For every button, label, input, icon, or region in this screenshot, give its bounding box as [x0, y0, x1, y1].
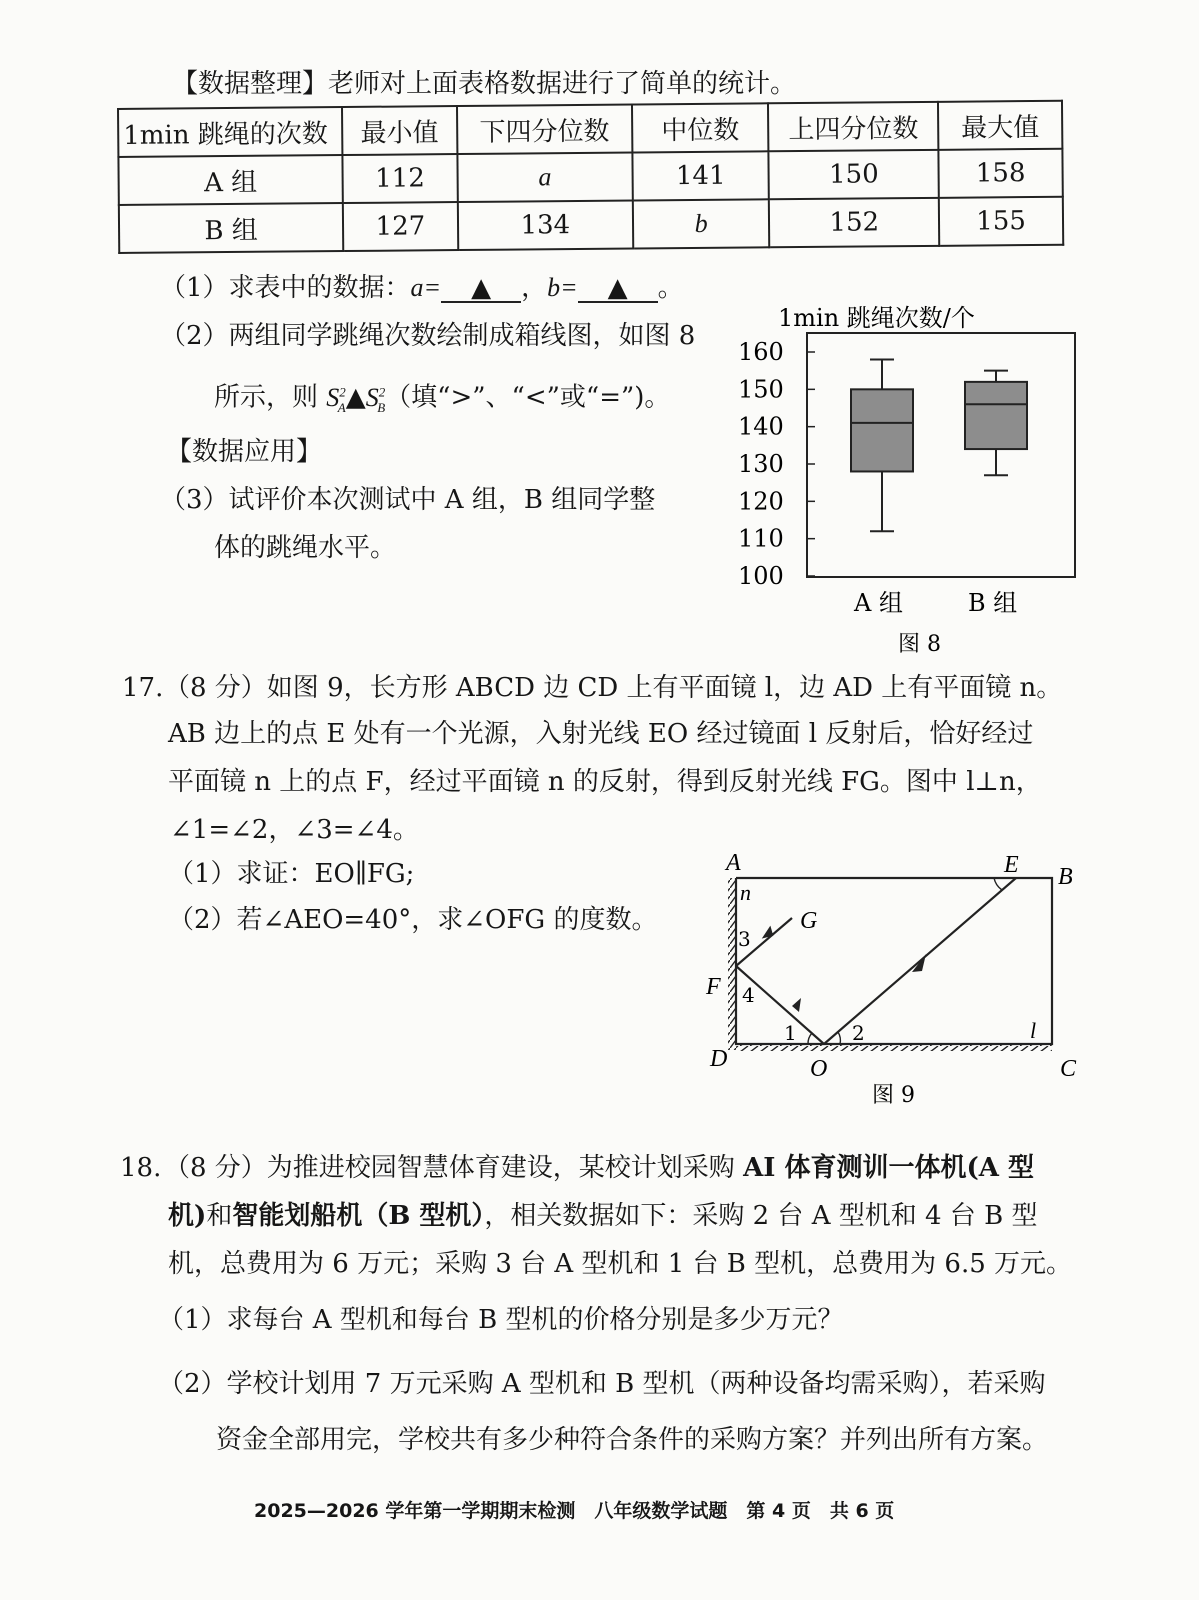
angle-1-label: 1: [784, 1021, 797, 1045]
page-footer: 2025—2026 学年第一学期期末检测 八年级数学试题 第 4 页 共 6 页: [254, 1500, 895, 1522]
question-18-line2: [168, 1200, 1037, 1232]
q18-line1-bold: AI 体育测训一体机(A 型: [743, 1153, 1034, 1183]
question-18-sub2-line2: 资金全部用完，学校共有多少种符合条件的采购方案？并列出所有方案。: [216, 1425, 1049, 1455]
table-header-cell: 最小值: [342, 106, 457, 155]
question-17-sub1: （1）求证：EO∥FG;: [168, 859, 415, 889]
y-tick-label: 120: [738, 487, 784, 516]
table-cell: a: [457, 153, 632, 203]
q1-prefix: （1）求表中的数据：: [160, 273, 411, 303]
table-cell: 127: [343, 202, 458, 251]
table-header-cell: 1min 跳绳的次数: [118, 107, 342, 157]
section-data-application: 【数据应用】: [166, 437, 323, 467]
table-header-cell: 最大值: [938, 101, 1062, 150]
q18-line2-and: 和: [206, 1201, 233, 1231]
question-17-line4: ∠1=∠2，∠3=∠4。: [170, 815, 419, 845]
table-cell: 155: [939, 197, 1063, 246]
question-17-line1: （8 分）如图 9，长方形 ABCD 边 CD 上有平面镜 l，边 AD 上有平面镜 n。: [164, 673, 1063, 703]
arrow-eo-icon: [912, 954, 926, 972]
figure-caption: 图 8: [898, 632, 941, 657]
figure-9-mirror-diagram: [700, 848, 1090, 1108]
table-header-row: [118, 101, 1062, 157]
mirror-n-hatch: [728, 878, 736, 1050]
label-d: D: [710, 1046, 728, 1072]
table-header-cell: 下四分位数: [457, 105, 632, 155]
table-cell: A 组: [118, 155, 342, 205]
table-header-cell: 中位数: [632, 103, 769, 152]
table-cell: 134: [458, 201, 633, 251]
angle-4-label: 4: [742, 983, 755, 1007]
question-18-line1: [164, 1152, 1034, 1184]
angle-3-label: 3: [738, 927, 751, 951]
arrow-fg-icon: [764, 928, 772, 937]
y-tick-label: 110: [738, 524, 784, 553]
plot-frame: [807, 333, 1075, 577]
q1-b-blank: ▲: [578, 275, 658, 303]
x-category-label: B 组: [968, 589, 1018, 617]
table-cell: 150: [769, 150, 939, 199]
question-17-line3: 平面镜 n 上的点 F，经过平面镜 n 的反射，得到反射光线 FG。图中 l⊥n，: [168, 767, 1042, 797]
section-data-organization: 【数据整理】老师对上面表格数据进行了简单的统计。: [172, 69, 797, 99]
label-o: O: [810, 1056, 828, 1082]
table-cell: 141: [632, 151, 769, 200]
label-mirror-n: n: [740, 880, 751, 905]
question-17-number: 17.: [122, 673, 164, 703]
table-header-cell: 上四分位数: [768, 102, 938, 151]
table-row: [118, 149, 1062, 205]
variance-a: $S^2_A$: [326, 382, 346, 415]
q2-blank-mark: ▲: [345, 382, 366, 413]
label-a: A: [726, 850, 741, 876]
label-e: E: [1004, 852, 1019, 878]
chart-title: 1min 跳绳次数/个: [778, 304, 975, 332]
arrow-of-icon: [792, 998, 801, 1012]
y-tick-label: 160: [738, 338, 784, 366]
question-3-line2: 体的跳绳水平。: [214, 533, 397, 563]
y-tick-label: 150: [738, 375, 784, 404]
box-plot-figure-8: [730, 296, 1090, 666]
table-cell: 158: [938, 149, 1062, 198]
question-18-sub2-line1: （2）学校计划用 7 万元采购 A 型机和 B 型机（两种设备均需采购），若采购: [158, 1369, 1046, 1399]
q1-b-label: b=: [547, 273, 578, 302]
label-c: C: [1060, 1056, 1077, 1082]
label-g: G: [800, 908, 818, 934]
table-cell: 152: [769, 198, 939, 247]
variance-b: $S^2_B$: [365, 382, 386, 415]
q1-sep: ，: [521, 273, 548, 303]
y-tick-label: 130: [738, 450, 784, 478]
label-f: F: [706, 974, 721, 1000]
q2-suffix: （填“>”、“<”或“=”)。: [385, 382, 671, 413]
table-cell: B 组: [119, 203, 343, 253]
table-cell: 112: [342, 154, 457, 203]
question-18-line3: 机，总费用为 6 万元；采购 3 台 A 型机和 1 台 B 型机，总费用为 6.5 万元。: [168, 1249, 1073, 1279]
box-iqr: [965, 382, 1027, 449]
figure-caption: 图 9: [872, 1083, 915, 1108]
box-iqr: [851, 389, 913, 471]
angle-2-label: 2: [852, 1021, 865, 1045]
q1-end: 。: [657, 273, 684, 303]
ray-eo: [824, 878, 1016, 1044]
question-17-sub2: （2）若∠AEO=40°，求∠OFG 的度数。: [168, 905, 658, 935]
question-17-line2: AB 边上的点 E 处有一个光源，入射光线 EO 经过镜面 l 反射后，恰好经过: [168, 719, 1034, 749]
q1-a-blank: ▲: [441, 275, 521, 303]
label-b: B: [1058, 864, 1073, 890]
y-tick-label: 140: [738, 412, 784, 441]
q18-line2-text: ，相关数据如下：采购 2 台 A 型机和 4 台 B 型: [484, 1201, 1038, 1231]
question-18-sub1: （1）求每台 A 型机和每台 B 型机的价格分别是多少万元？: [158, 1305, 844, 1335]
y-tick-label: 100: [738, 562, 784, 590]
q2-prefix: 所示，则: [214, 382, 327, 413]
question-1: [160, 272, 684, 304]
table-row: [119, 197, 1063, 253]
question-2-line2: [214, 376, 670, 424]
question-2-line1: （2）两组同学跳绳次数绘制成箱线图，如图 8: [160, 321, 696, 351]
statistics-table: [117, 100, 1064, 254]
label-mirror-l: l: [1030, 1018, 1037, 1043]
x-category-label: A 组: [854, 589, 903, 617]
rectangle-abcd: [736, 878, 1052, 1044]
q18-line1-text: （8 分）为推进校园智慧体育建设，某校计划采购: [164, 1153, 744, 1183]
q18-line2-bold-a: 机): [168, 1201, 207, 1231]
q18-line2-bold-c: 智能划船机（B 型机）: [232, 1201, 485, 1231]
question-18-number: 18.: [120, 1153, 162, 1183]
question-3-line1: （3）试评价本次测试中 A 组，B 组同学整: [160, 485, 656, 515]
table-cell: b: [633, 199, 770, 248]
q1-a-label: a=: [410, 273, 442, 302]
